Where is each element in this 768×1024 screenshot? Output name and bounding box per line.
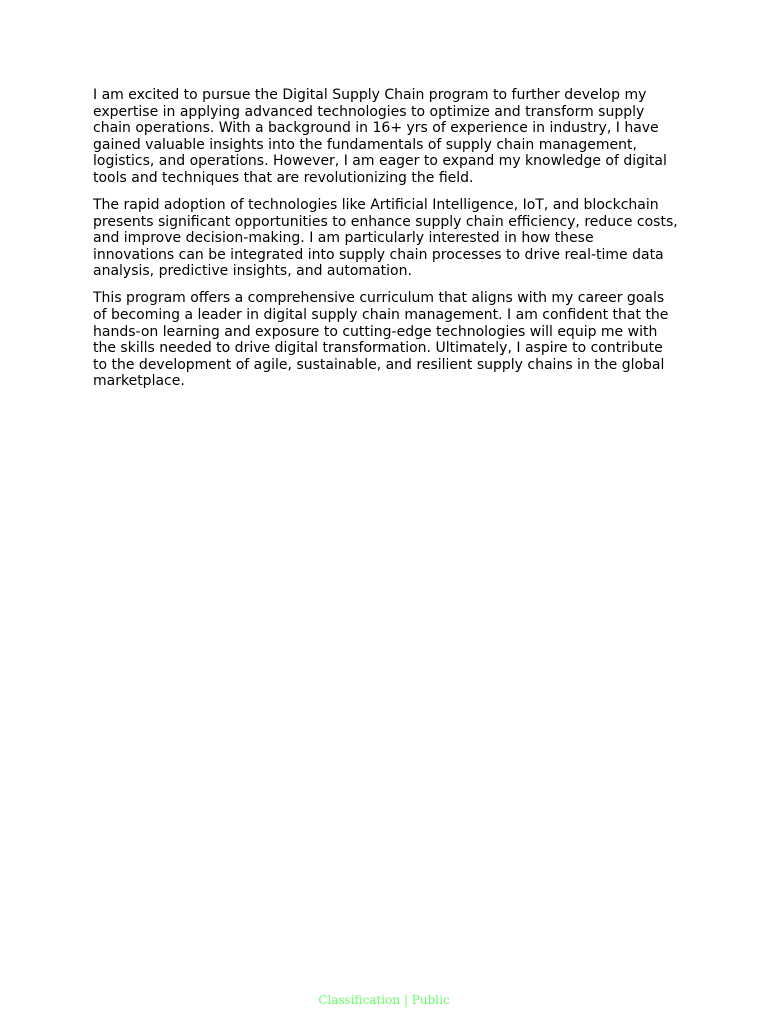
paragraph-3: This program offers a comprehensive curriculum that aligns with my career goals of becoming a leader in digital supply chain management. I am confident that the hands-on learning and exposure to cutting-edge technologies will equip me with the skills needed to drive digital transformation. Ultimately, I aspire to contribute to the development of agile, sustainable, and resilient supply chains in the global marketplace. bbox=[93, 290, 669, 390]
document-body bbox=[93, 87, 678, 400]
classification-footer: Classification | Public bbox=[318, 993, 450, 1007]
paragraph-2: The rapid adoption of technologies like Artificial Intelligence, IoT, and blockchain presents significant opportunities to enhance supply chain efficiency, reduce costs, and improve decision-making. I am particularly interested in how these innovations can be integrated into supply chain processes to drive real-time data analysis, predictive insights, and automation. bbox=[93, 196, 678, 280]
paragraph-1: I am excited to pursue the Digital Supply Chain program to further develop my expertise in applying advanced technologies to optimize and transform supply chain operations. With a background in 16+ yrs of experience in industry, I have gained valuable insights into the fundamentals of supply chain management, logistics, and operations. However, I am eager to expand my knowledge of digital tools and techniques that are revolutionizing the field. bbox=[93, 87, 667, 186]
